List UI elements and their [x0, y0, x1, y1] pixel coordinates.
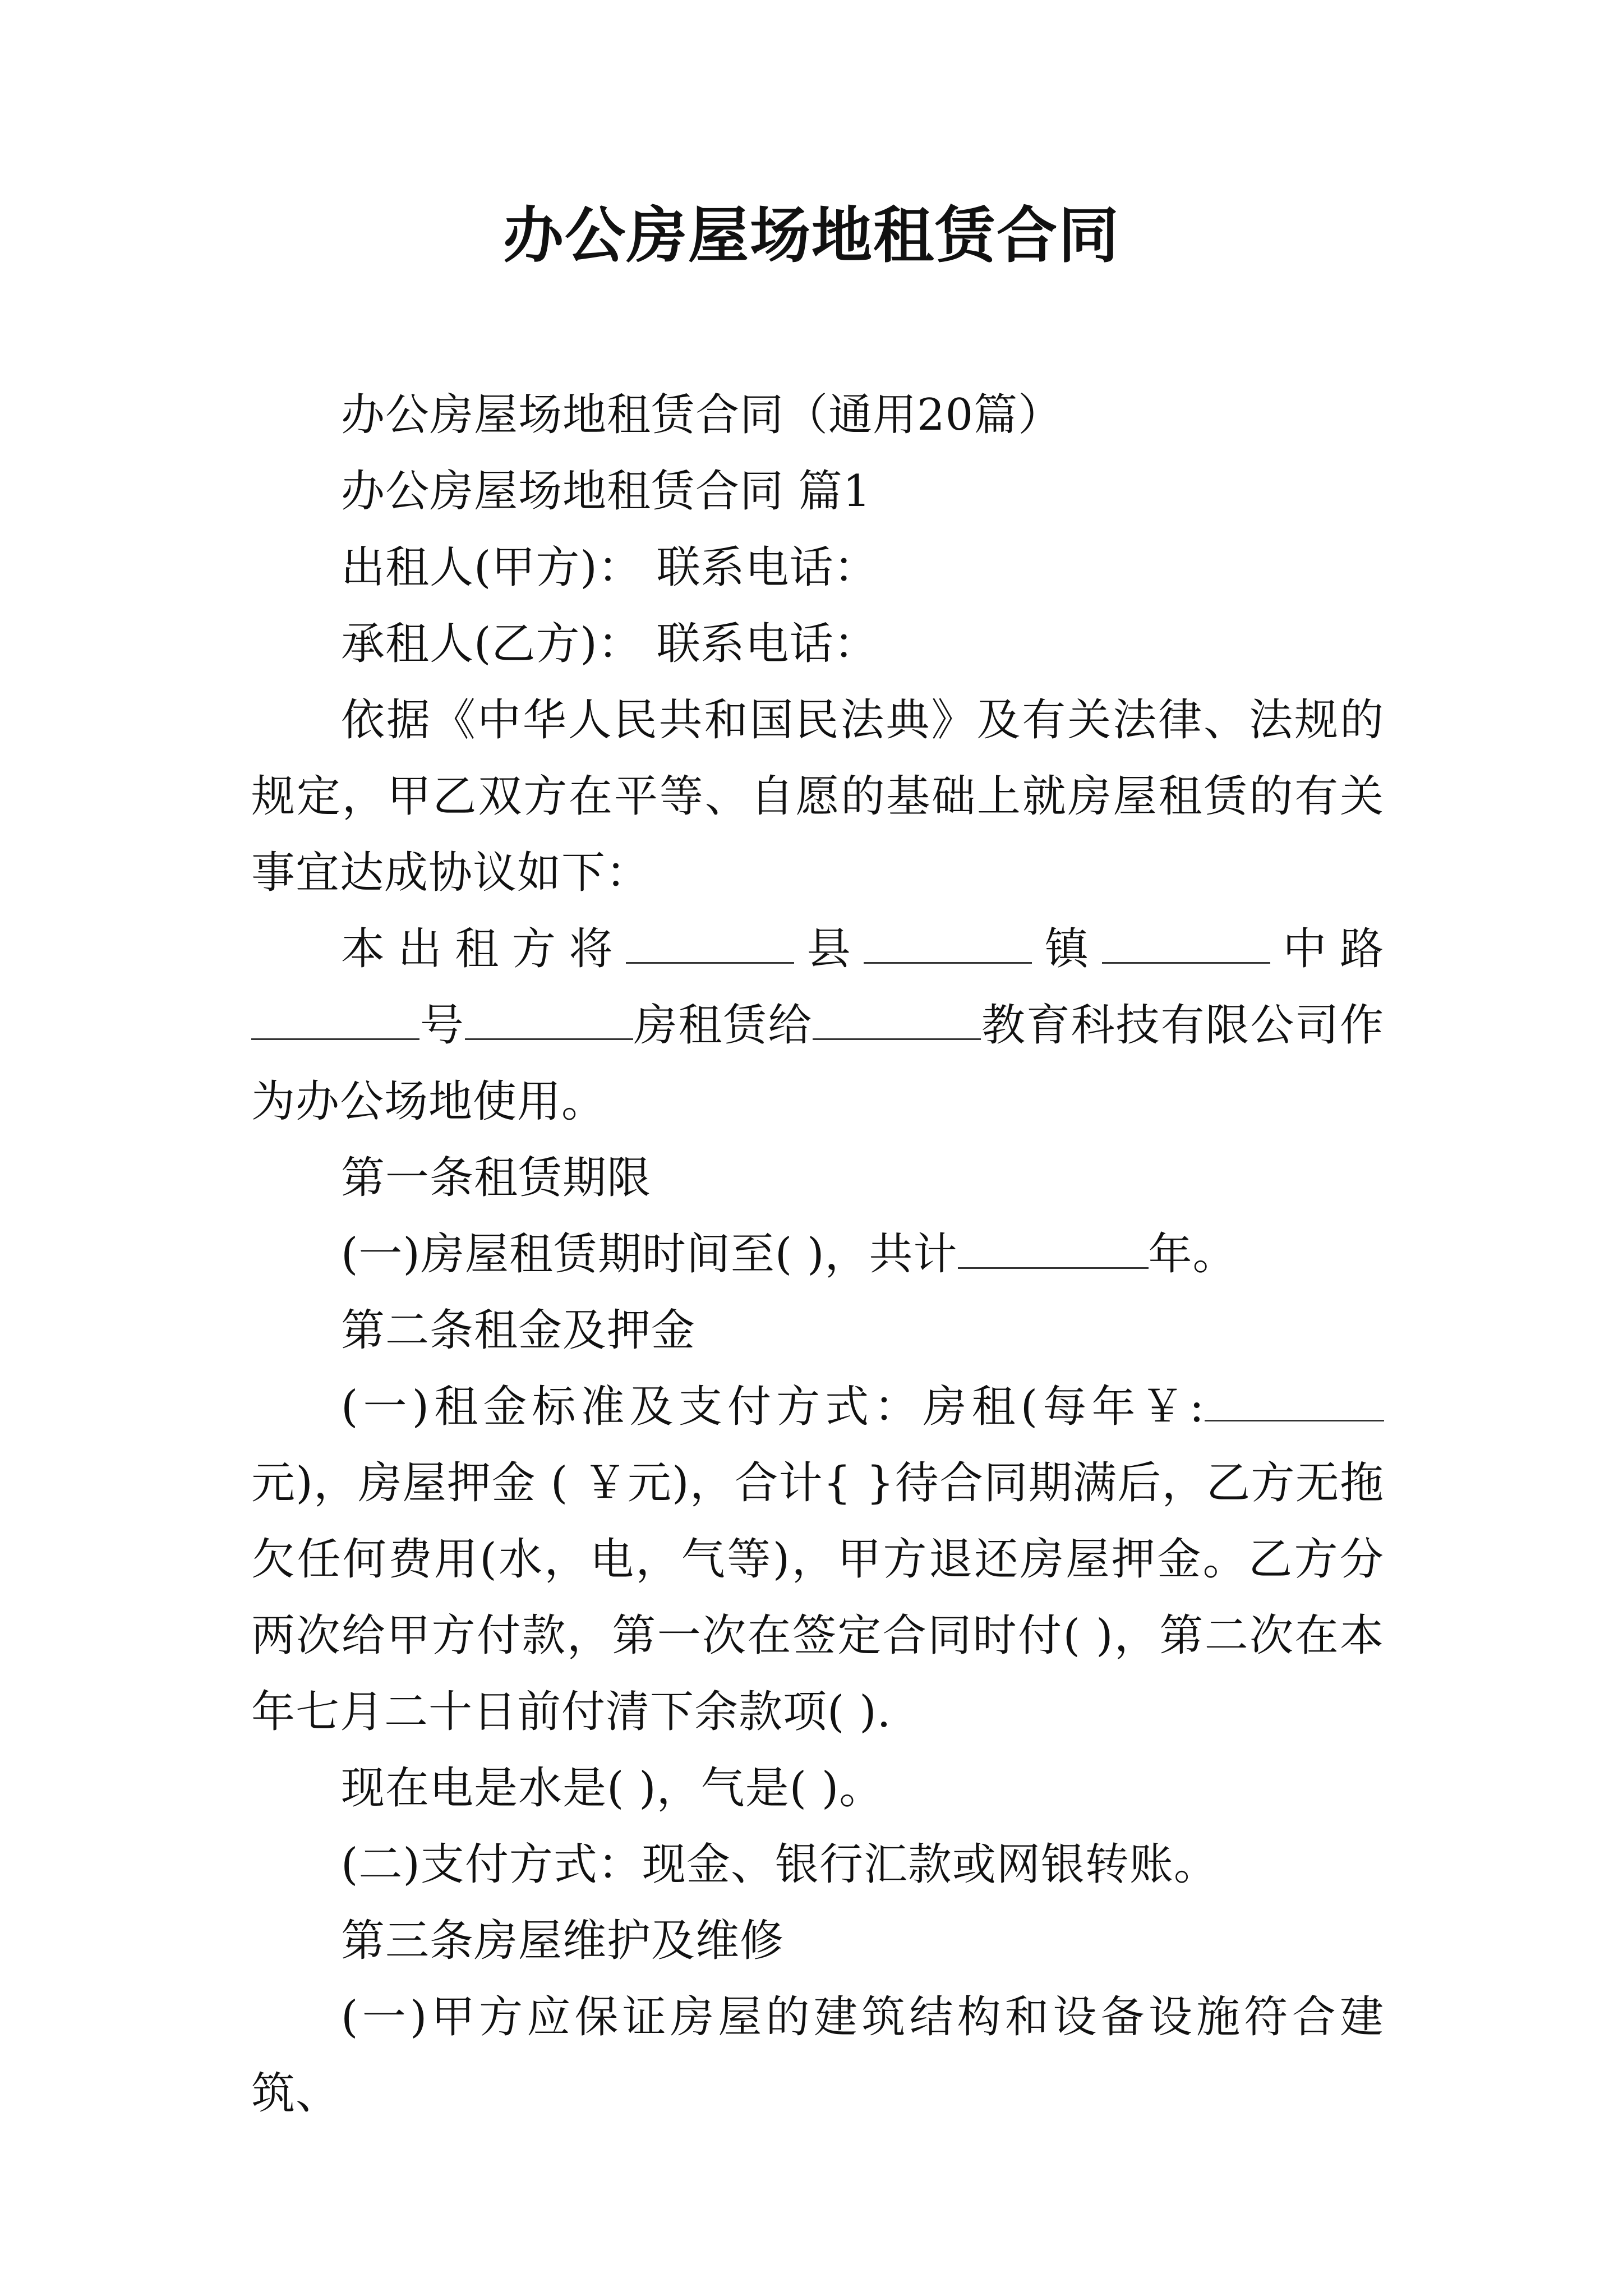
part-heading: 办公房屋场地租赁合同 篇1	[341, 466, 872, 517]
town-blank	[864, 923, 1032, 964]
article2-item1-text: (一)租金标准及支付方式：房租(每年￥:	[341, 1382, 1205, 1432]
county-blank	[626, 923, 794, 964]
number-blank	[251, 999, 419, 1040]
utilities-line: 现在电是水是( )，气是( )。	[341, 1763, 884, 1814]
article1-title: 第一条租赁期限	[341, 1153, 652, 1203]
document-body	[251, 377, 1384, 2132]
subtitle-line: 办公房屋场地租赁合同（通用20篇）	[341, 390, 1063, 440]
company-blank	[813, 999, 981, 1040]
article2-item1-suffix: 元)，房屋押金 ( ￥元)，合计{ }待合同期满后，乙方无拖欠任何费用(水，电，气等)，甲方退还房屋押金。乙方分两次给甲方付款，第一次在签定合同时付( )，第二次在本年七月二十日前付清下余款项( ).	[251, 1458, 1384, 1737]
location-paragraph	[251, 911, 1384, 1140]
county-text: 县	[794, 924, 864, 974]
article3-item1: (一)甲方应保证房屋的建筑结构和设备设施符合建筑、	[251, 1992, 1384, 2119]
years-blank	[958, 1228, 1149, 1269]
article2-item1	[251, 1369, 1384, 1750]
lessee-line: 承租人(乙方)： 联系电话：	[341, 619, 878, 669]
rent-amount-blank	[1205, 1381, 1384, 1421]
location-lead: 本出租方将	[341, 924, 626, 974]
article2-item2: (二)支付方式：现金、银行汇款或网银转账。	[341, 1839, 1218, 1890]
town-text: 镇	[1032, 924, 1102, 974]
article2-title: 第二条租金及押金	[341, 1305, 696, 1356]
article3-title: 第三条房屋维护及维修	[341, 1916, 785, 1966]
road-text: 中路	[1270, 924, 1384, 974]
rent-blank	[465, 999, 633, 1040]
article1-item1-text: (一)房屋租赁期时间至( )，共计	[341, 1229, 958, 1280]
location-tail: 教育科技有限公司作为办公场地使用。	[251, 1000, 1384, 1127]
road-blank	[1102, 923, 1270, 964]
rent-to-text: 房租赁给	[633, 1000, 813, 1051]
article1-item1	[251, 1216, 1384, 1292]
number-text: 号	[419, 1000, 465, 1051]
intro-paragraph: 依据《中华人民共和国民法典》及有关法律、法规的规定，甲乙双方在平等、自愿的基础上就房屋租赁的有关事宜达成协议如下：	[251, 695, 1384, 898]
lessor-line: 出租人(甲方)： 联系电话：	[341, 542, 878, 593]
article1-item1-suffix: 年。	[1148, 1229, 1237, 1280]
document-title: 办公房屋场地租赁合同	[502, 200, 1120, 271]
